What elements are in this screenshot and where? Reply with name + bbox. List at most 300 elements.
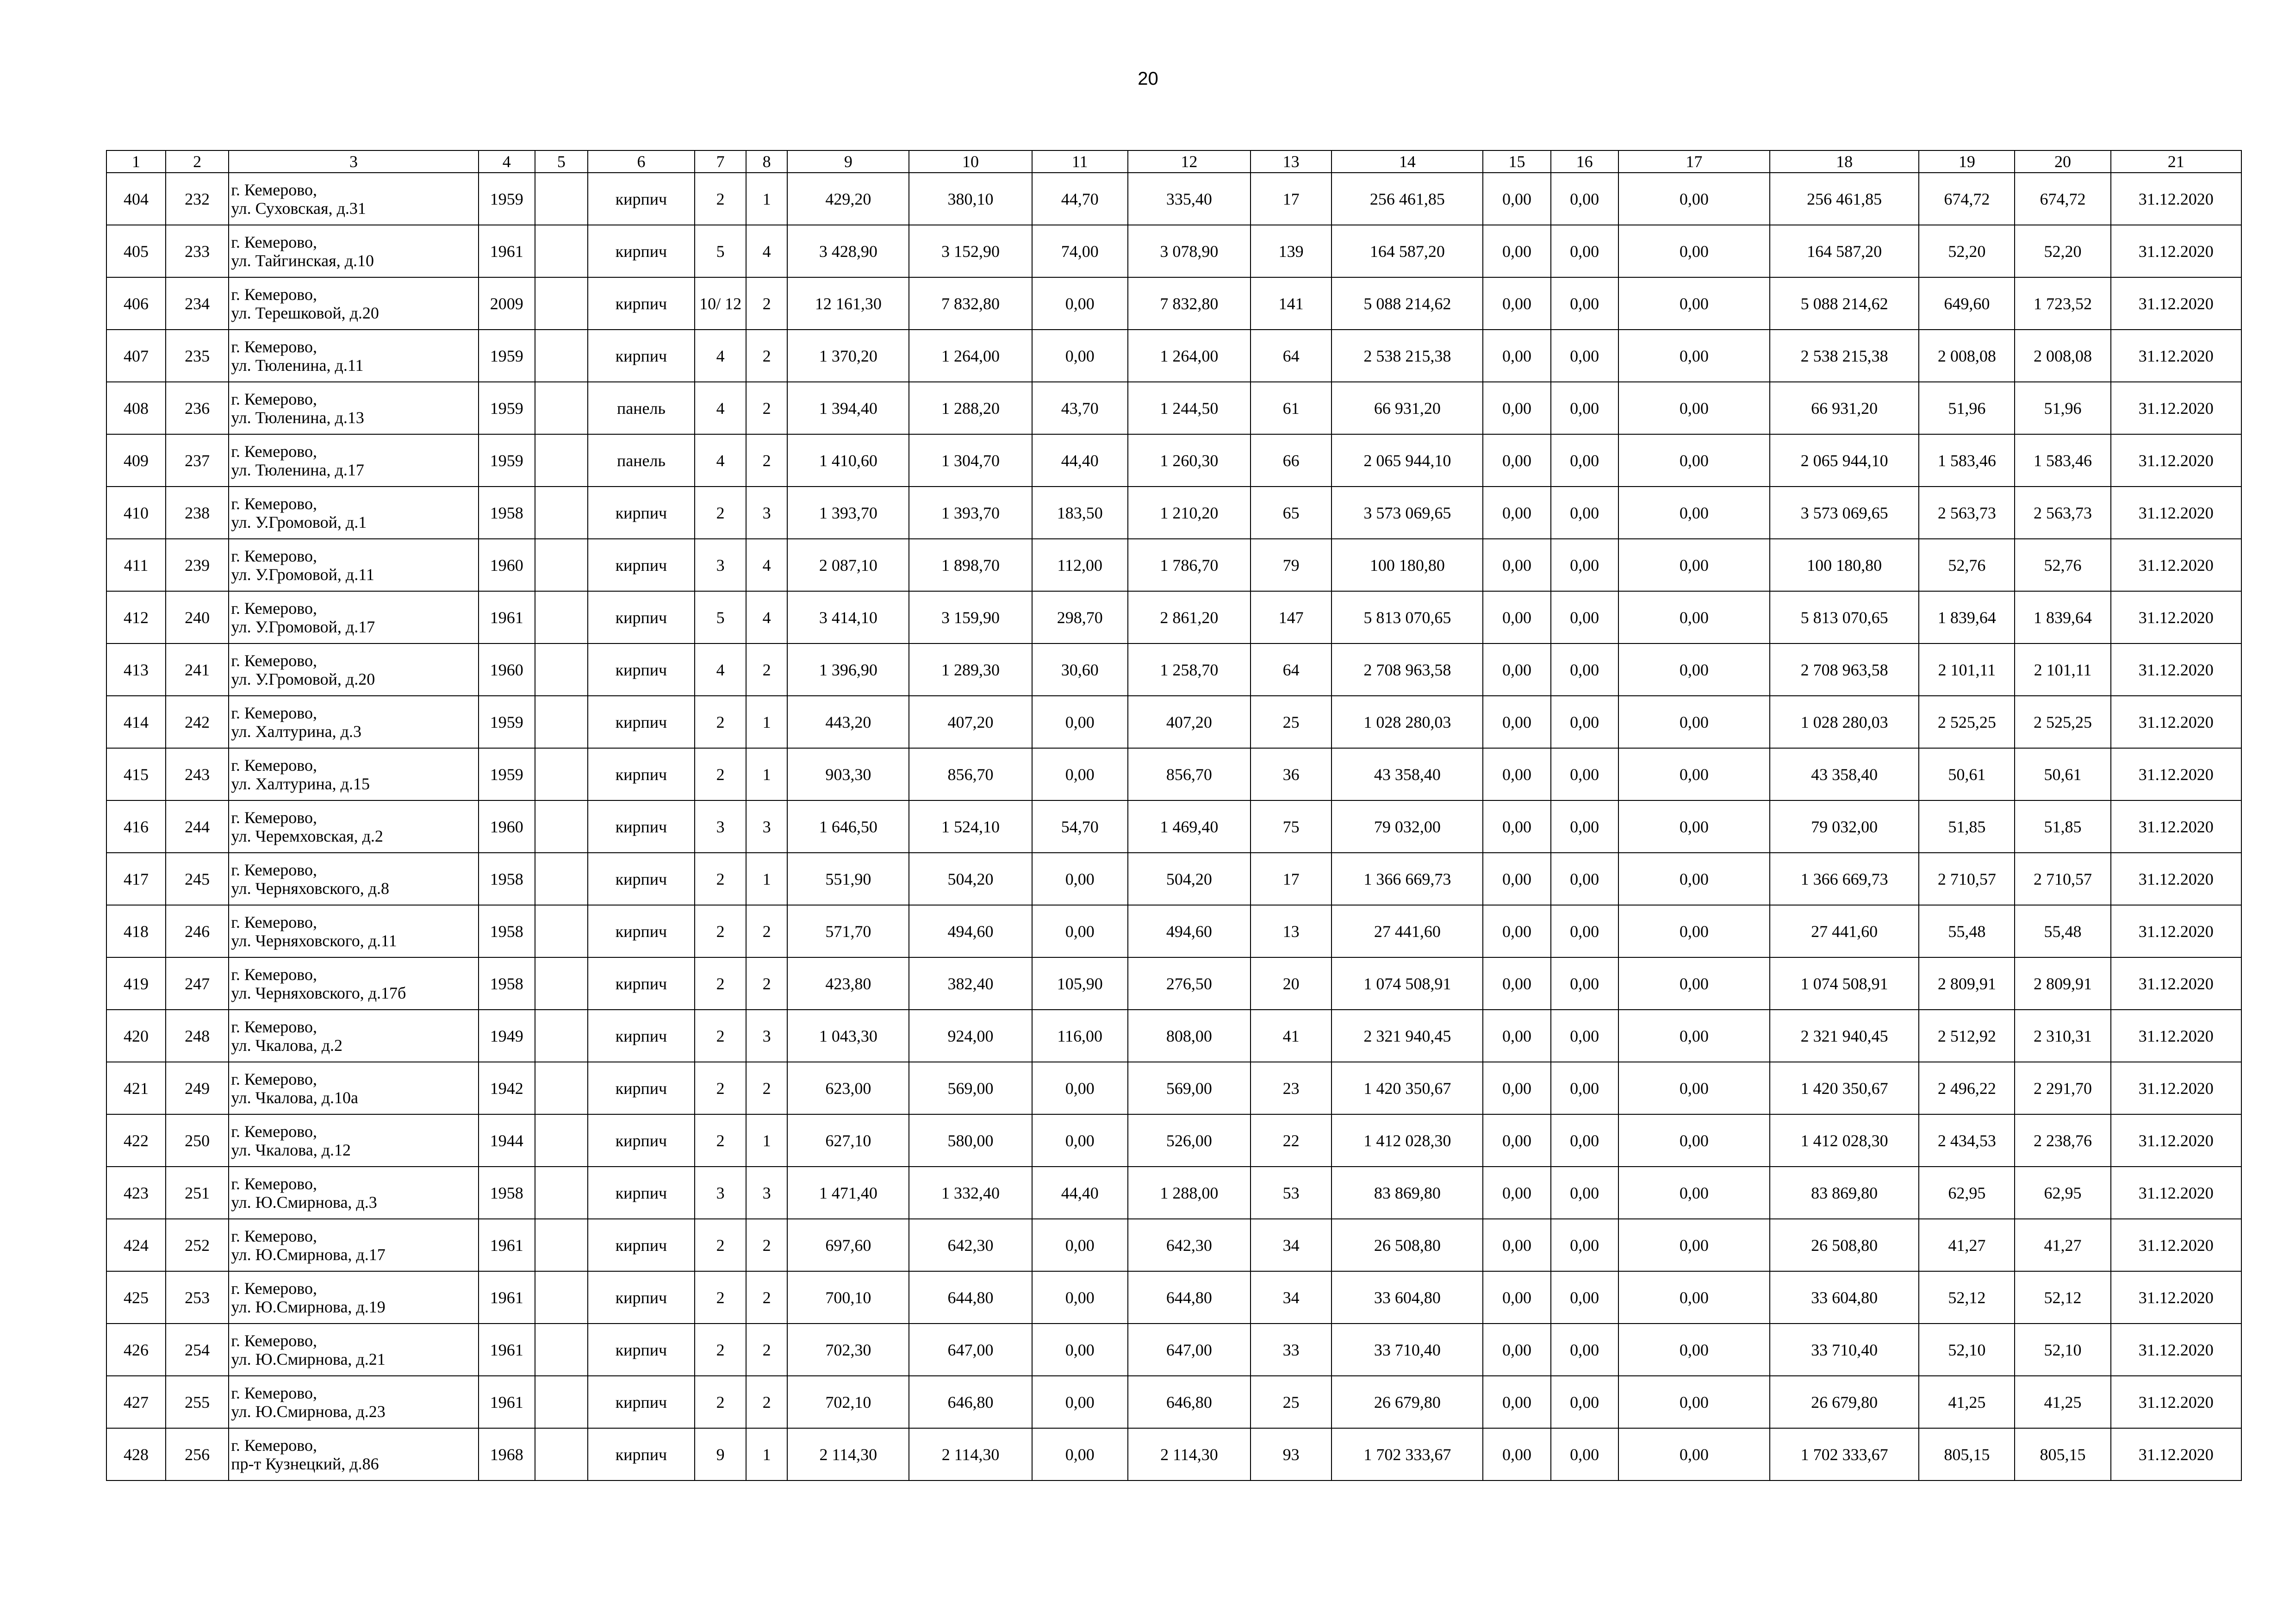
cell-col-7: 4	[695, 330, 746, 382]
cell-col-6: кирпич	[588, 1062, 695, 1114]
cell-col-17: 0,00	[1618, 225, 1770, 277]
address-cell	[229, 173, 478, 225]
cell-col-16: 0,00	[1551, 1271, 1618, 1324]
cell-col-20: 62,95	[2015, 1167, 2110, 1219]
cell-col-18: 164 587,20	[1770, 225, 1919, 277]
cell-col-6: кирпич	[588, 905, 695, 957]
cell-col-8: 1	[746, 173, 787, 225]
address-city: г. Кемерово,	[231, 232, 317, 251]
cell-col-9: 700,10	[787, 1271, 909, 1324]
cell-col-17: 0,00	[1618, 957, 1770, 1010]
cell-col-15: 0,00	[1483, 382, 1550, 434]
table-row	[106, 853, 2241, 905]
cell-col-14: 2 538 215,38	[1332, 330, 1483, 382]
cell-col-16: 0,00	[1551, 1428, 1618, 1480]
cell-col-1: 416	[106, 800, 166, 853]
cell-col-10: 647,00	[909, 1324, 1032, 1376]
cell-col-13: 41	[1251, 1010, 1332, 1062]
cell-col-12: 276,50	[1128, 957, 1251, 1010]
cell-col-6: кирпич	[588, 853, 695, 905]
cell-col-2: 254	[166, 1324, 229, 1376]
cell-col-16: 0,00	[1551, 277, 1618, 330]
cell-col-12: 1 210,20	[1128, 487, 1251, 539]
table-row	[106, 1219, 2241, 1271]
cell-col-21: 31.12.2020	[2111, 1324, 2241, 1376]
cell-col-19: 2 525,25	[1919, 696, 2015, 748]
cell-col-10: 1 264,00	[909, 330, 1032, 382]
cell-col-16: 0,00	[1551, 591, 1618, 643]
cell-col-14: 1 420 350,67	[1332, 1062, 1483, 1114]
cell-col-17: 0,00	[1618, 330, 1770, 382]
column-header-13: 13	[1251, 150, 1332, 173]
address-city: г. Кемерово,	[231, 180, 317, 199]
cell-col-13: 36	[1251, 748, 1332, 800]
cell-col-18: 26 508,80	[1770, 1219, 1919, 1271]
cell-col-9: 2 087,10	[787, 539, 909, 591]
cell-col-21: 31.12.2020	[2111, 748, 2241, 800]
cell-col-15: 0,00	[1483, 1271, 1550, 1324]
cell-col-8: 2	[746, 1324, 787, 1376]
table-row	[106, 643, 2241, 696]
cell-col-15: 0,00	[1483, 1062, 1550, 1114]
address-city: г. Кемерово,	[231, 1383, 317, 1402]
cell-col-5	[535, 643, 588, 696]
cell-col-10: 380,10	[909, 173, 1032, 225]
cell-col-17: 0,00	[1618, 1271, 1770, 1324]
cell-col-2: 237	[166, 434, 229, 487]
address-street: ул. Халтурина, д.15	[231, 774, 370, 793]
cell-col-9: 3 428,90	[787, 225, 909, 277]
cell-col-13: 93	[1251, 1428, 1332, 1480]
cell-col-2: 251	[166, 1167, 229, 1219]
cell-col-14: 5 088 214,62	[1332, 277, 1483, 330]
column-header-19: 19	[1919, 150, 2015, 173]
cell-col-19: 52,76	[1919, 539, 2015, 591]
cell-col-1: 418	[106, 905, 166, 957]
cell-col-2: 235	[166, 330, 229, 382]
cell-col-12: 1 786,70	[1128, 539, 1251, 591]
cell-col-5	[535, 1062, 588, 1114]
cell-col-7: 2	[695, 173, 746, 225]
cell-col-2: 243	[166, 748, 229, 800]
cell-col-10: 1 288,20	[909, 382, 1032, 434]
cell-col-18: 33 710,40	[1770, 1324, 1919, 1376]
cell-col-21: 31.12.2020	[2111, 277, 2241, 330]
cell-col-14: 79 032,00	[1332, 800, 1483, 853]
cell-col-13: 22	[1251, 1114, 1332, 1167]
cell-col-14: 2 065 944,10	[1332, 434, 1483, 487]
cell-col-15: 0,00	[1483, 1167, 1550, 1219]
cell-col-7: 9	[695, 1428, 746, 1480]
cell-col-12: 2 861,20	[1128, 591, 1251, 643]
cell-col-1: 405	[106, 225, 166, 277]
cell-col-19: 41,25	[1919, 1376, 2015, 1428]
cell-col-18: 83 869,80	[1770, 1167, 1919, 1219]
cell-col-21: 31.12.2020	[2111, 1219, 2241, 1271]
cell-col-19: 51,96	[1919, 382, 2015, 434]
address-street: ул. Ю.Смирнова, д.3	[231, 1193, 377, 1212]
cell-col-9: 1 370,20	[787, 330, 909, 382]
cell-col-15: 0,00	[1483, 800, 1550, 853]
cell-col-8: 2	[746, 1219, 787, 1271]
cell-col-13: 53	[1251, 1167, 1332, 1219]
cell-col-8: 3	[746, 487, 787, 539]
cell-col-7: 2	[695, 1010, 746, 1062]
cell-col-9: 623,00	[787, 1062, 909, 1114]
cell-col-13: 23	[1251, 1062, 1332, 1114]
cell-col-7: 2	[695, 1062, 746, 1114]
cell-col-21: 31.12.2020	[2111, 800, 2241, 853]
cell-col-7: 5	[695, 225, 746, 277]
cell-col-8: 4	[746, 225, 787, 277]
cell-col-14: 2 321 940,45	[1332, 1010, 1483, 1062]
cell-col-4: 1959	[479, 434, 535, 487]
cell-col-15: 0,00	[1483, 1010, 1550, 1062]
cell-col-18: 1 366 669,73	[1770, 853, 1919, 905]
cell-col-19: 805,15	[1919, 1428, 2015, 1480]
cell-col-13: 65	[1251, 487, 1332, 539]
cell-col-19: 649,60	[1919, 277, 2015, 330]
address-street: ул. Чкалова, д.10а	[231, 1088, 358, 1107]
cell-col-19: 1 839,64	[1919, 591, 2015, 643]
cell-col-20: 55,48	[2015, 905, 2110, 957]
cell-col-4: 1960	[479, 539, 535, 591]
cell-col-17: 0,00	[1618, 1324, 1770, 1376]
cell-col-13: 34	[1251, 1219, 1332, 1271]
address-city: г. Кемерово,	[231, 546, 317, 565]
address-cell	[229, 591, 478, 643]
address-street: ул. Черняховского, д.8	[231, 879, 390, 898]
cell-col-4: 1960	[479, 800, 535, 853]
column-header-3: 3	[229, 150, 478, 173]
cell-col-11: 44,70	[1032, 173, 1128, 225]
cell-col-1: 419	[106, 957, 166, 1010]
table-row	[106, 539, 2241, 591]
cell-col-18: 256 461,85	[1770, 173, 1919, 225]
column-header-21: 21	[2111, 150, 2241, 173]
cell-col-9: 903,30	[787, 748, 909, 800]
cell-col-5	[535, 330, 588, 382]
cell-col-1: 423	[106, 1167, 166, 1219]
cell-col-10: 407,20	[909, 696, 1032, 748]
cell-col-16: 0,00	[1551, 434, 1618, 487]
cell-col-20: 2 563,73	[2015, 487, 2110, 539]
cell-col-18: 2 538 215,38	[1770, 330, 1919, 382]
cell-col-6: кирпич	[588, 643, 695, 696]
address-cell	[229, 1114, 478, 1167]
address-street: ул. Черемховская, д.2	[231, 826, 383, 845]
table-row	[106, 1324, 2241, 1376]
cell-col-21: 31.12.2020	[2111, 957, 2241, 1010]
cell-col-17: 0,00	[1618, 905, 1770, 957]
cell-col-12: 646,80	[1128, 1376, 1251, 1428]
cell-col-20: 2 809,91	[2015, 957, 2110, 1010]
table-row	[106, 696, 2241, 748]
cell-col-6: кирпич	[588, 1376, 695, 1428]
cell-col-1: 414	[106, 696, 166, 748]
cell-col-6: кирпич	[588, 225, 695, 277]
address-city: г. Кемерово,	[231, 703, 317, 722]
address-cell	[229, 1376, 478, 1428]
cell-col-5	[535, 382, 588, 434]
column-header-10: 10	[909, 150, 1032, 173]
cell-col-12: 1 258,70	[1128, 643, 1251, 696]
cell-col-8: 1	[746, 1428, 787, 1480]
table-row	[106, 1010, 2241, 1062]
cell-col-21: 31.12.2020	[2111, 330, 2241, 382]
cell-col-16: 0,00	[1551, 1114, 1618, 1167]
cell-col-6: кирпич	[588, 487, 695, 539]
cell-col-19: 41,27	[1919, 1219, 2015, 1271]
cell-col-7: 2	[695, 487, 746, 539]
cell-col-14: 33 710,40	[1332, 1324, 1483, 1376]
cell-col-21: 31.12.2020	[2111, 853, 2241, 905]
table-row	[106, 277, 2241, 330]
address-street: ул. Ю.Смирнова, д.19	[231, 1297, 386, 1316]
column-header-2: 2	[166, 150, 229, 173]
cell-col-8: 1	[746, 1114, 787, 1167]
cell-col-18: 5 813 070,65	[1770, 591, 1919, 643]
cell-col-9: 429,20	[787, 173, 909, 225]
cell-col-5	[535, 1010, 588, 1062]
cell-col-6: кирпич	[588, 1324, 695, 1376]
cell-col-9: 627,10	[787, 1114, 909, 1167]
cell-col-7: 10/ 12	[695, 277, 746, 330]
cell-col-4: 1958	[479, 905, 535, 957]
cell-col-7: 3	[695, 800, 746, 853]
address-street: ул. Черняховского, д.17б	[231, 983, 406, 1002]
address-street: ул. Тюленина, д.17	[231, 460, 364, 479]
cell-col-17: 0,00	[1618, 1376, 1770, 1428]
table-row	[106, 330, 2241, 382]
cell-col-1: 427	[106, 1376, 166, 1428]
cell-col-18: 100 180,80	[1770, 539, 1919, 591]
cell-col-10: 644,80	[909, 1271, 1032, 1324]
cell-col-15: 0,00	[1483, 957, 1550, 1010]
cell-col-15: 0,00	[1483, 591, 1550, 643]
cell-col-11: 0,00	[1032, 277, 1128, 330]
cell-col-11: 0,00	[1032, 1428, 1128, 1480]
cell-col-16: 0,00	[1551, 800, 1618, 853]
cell-col-19: 2 434,53	[1919, 1114, 2015, 1167]
cell-col-19: 2 512,92	[1919, 1010, 2015, 1062]
cell-col-17: 0,00	[1618, 539, 1770, 591]
cell-col-14: 43 358,40	[1332, 748, 1483, 800]
table-row	[106, 1271, 2241, 1324]
cell-col-17: 0,00	[1618, 643, 1770, 696]
cell-col-4: 1959	[479, 748, 535, 800]
cell-col-10: 494,60	[909, 905, 1032, 957]
address-city: г. Кемерово,	[231, 1331, 317, 1350]
cell-col-9: 702,10	[787, 1376, 909, 1428]
address-city: г. Кемерово,	[231, 442, 317, 461]
cell-col-10: 1 289,30	[909, 643, 1032, 696]
cell-col-8: 4	[746, 539, 787, 591]
cell-col-7: 4	[695, 382, 746, 434]
column-header-20: 20	[2015, 150, 2110, 173]
cell-col-12: 647,00	[1128, 1324, 1251, 1376]
cell-col-5	[535, 696, 588, 748]
cell-col-1: 413	[106, 643, 166, 696]
address-cell	[229, 905, 478, 957]
cell-col-13: 139	[1251, 225, 1332, 277]
cell-col-16: 0,00	[1551, 1219, 1618, 1271]
cell-col-6: кирпич	[588, 1428, 695, 1480]
address-cell	[229, 382, 478, 434]
cell-col-19: 51,85	[1919, 800, 2015, 853]
cell-col-16: 0,00	[1551, 643, 1618, 696]
cell-col-2: 240	[166, 591, 229, 643]
cell-col-4: 1961	[479, 1219, 535, 1271]
cell-col-1: 428	[106, 1428, 166, 1480]
cell-col-17: 0,00	[1618, 487, 1770, 539]
cell-col-21: 31.12.2020	[2111, 591, 2241, 643]
cell-col-1: 422	[106, 1114, 166, 1167]
table-row	[106, 225, 2241, 277]
cell-col-20: 2 008,08	[2015, 330, 2110, 382]
cell-col-11: 112,00	[1032, 539, 1128, 591]
cell-col-11: 0,00	[1032, 905, 1128, 957]
cell-col-11: 0,00	[1032, 1219, 1128, 1271]
cell-col-1: 425	[106, 1271, 166, 1324]
address-city: г. Кемерово,	[231, 1069, 317, 1088]
cell-col-18: 1 028 280,03	[1770, 696, 1919, 748]
column-header-11: 11	[1032, 150, 1128, 173]
cell-col-17: 0,00	[1618, 748, 1770, 800]
cell-col-11: 44,40	[1032, 1167, 1128, 1219]
cell-col-18: 2 321 940,45	[1770, 1010, 1919, 1062]
cell-col-5	[535, 487, 588, 539]
cell-col-20: 2 291,70	[2015, 1062, 2110, 1114]
cell-col-14: 5 813 070,65	[1332, 591, 1483, 643]
cell-col-10: 1 304,70	[909, 434, 1032, 487]
cell-col-1: 426	[106, 1324, 166, 1376]
cell-col-20: 2 238,76	[2015, 1114, 2110, 1167]
cell-col-2: 245	[166, 853, 229, 905]
cell-col-5	[535, 434, 588, 487]
cell-col-17: 0,00	[1618, 1010, 1770, 1062]
cell-col-17: 0,00	[1618, 1219, 1770, 1271]
cell-col-16: 0,00	[1551, 487, 1618, 539]
cell-col-17: 0,00	[1618, 1428, 1770, 1480]
cell-col-21: 31.12.2020	[2111, 643, 2241, 696]
address-street: ул. Чкалова, д.12	[231, 1140, 351, 1159]
cell-col-6: кирпич	[588, 1167, 695, 1219]
cell-col-13: 66	[1251, 434, 1332, 487]
cell-col-2: 252	[166, 1219, 229, 1271]
cell-col-4: 1958	[479, 853, 535, 905]
address-city: г. Кемерово,	[231, 494, 317, 513]
cell-col-9: 551,90	[787, 853, 909, 905]
column-header-7: 7	[695, 150, 746, 173]
cell-col-12: 7 832,80	[1128, 277, 1251, 330]
cell-col-14: 3 573 069,65	[1332, 487, 1483, 539]
cell-col-5	[535, 539, 588, 591]
cell-col-14: 1 366 669,73	[1332, 853, 1483, 905]
address-city: г. Кемерово,	[231, 389, 317, 408]
cell-col-15: 0,00	[1483, 905, 1550, 957]
cell-col-15: 0,00	[1483, 1114, 1550, 1167]
cell-col-14: 26 679,80	[1332, 1376, 1483, 1428]
column-header-17: 17	[1618, 150, 1770, 173]
address-city: г. Кемерово,	[231, 860, 317, 879]
address-city: г. Кемерово,	[231, 756, 317, 775]
cell-col-9: 443,20	[787, 696, 909, 748]
cell-col-2: 253	[166, 1271, 229, 1324]
address-city: г. Кемерово,	[231, 1017, 317, 1036]
address-city: г. Кемерово,	[231, 808, 317, 827]
cell-col-8: 2	[746, 1271, 787, 1324]
address-city: г. Кемерово,	[231, 1174, 317, 1193]
cell-col-15: 0,00	[1483, 539, 1550, 591]
address-street: ул. Ю.Смирнова, д.17	[231, 1245, 386, 1264]
cell-col-6: кирпич	[588, 957, 695, 1010]
cell-col-4: 1961	[479, 591, 535, 643]
cell-col-21: 31.12.2020	[2111, 382, 2241, 434]
address-street: пр-т Кузнецкий, д.86	[231, 1454, 379, 1473]
cell-col-10: 2 114,30	[909, 1428, 1032, 1480]
cell-col-20: 52,10	[2015, 1324, 2110, 1376]
address-city: г. Кемерово,	[231, 651, 317, 670]
cell-col-4: 1959	[479, 173, 535, 225]
cell-col-7: 4	[695, 434, 746, 487]
cell-col-7: 5	[695, 591, 746, 643]
cell-col-14: 2 708 963,58	[1332, 643, 1483, 696]
cell-col-15: 0,00	[1483, 330, 1550, 382]
cell-col-10: 382,40	[909, 957, 1032, 1010]
cell-col-12: 856,70	[1128, 748, 1251, 800]
address-city: г. Кемерово,	[231, 1122, 317, 1141]
cell-col-17: 0,00	[1618, 853, 1770, 905]
cell-col-1: 406	[106, 277, 166, 330]
cell-col-18: 1 420 350,67	[1770, 1062, 1919, 1114]
cell-col-10: 642,30	[909, 1219, 1032, 1271]
cell-col-9: 1 646,50	[787, 800, 909, 853]
cell-col-11: 0,00	[1032, 853, 1128, 905]
address-street: ул. Чкалова, д.2	[231, 1036, 343, 1055]
cell-col-7: 2	[695, 853, 746, 905]
cell-col-4: 2009	[479, 277, 535, 330]
cell-col-8: 2	[746, 905, 787, 957]
cell-col-21: 31.12.2020	[2111, 1376, 2241, 1428]
cell-col-11: 0,00	[1032, 696, 1128, 748]
cell-col-16: 0,00	[1551, 1010, 1618, 1062]
cell-col-1: 411	[106, 539, 166, 591]
cell-col-9: 1 410,60	[787, 434, 909, 487]
address-cell	[229, 696, 478, 748]
cell-col-21: 31.12.2020	[2111, 225, 2241, 277]
cell-col-16: 0,00	[1551, 905, 1618, 957]
cell-col-15: 0,00	[1483, 853, 1550, 905]
cell-col-16: 0,00	[1551, 225, 1618, 277]
cell-col-6: кирпич	[588, 591, 695, 643]
cell-col-19: 1 583,46	[1919, 434, 2015, 487]
cell-col-10: 1 393,70	[909, 487, 1032, 539]
address-cell	[229, 853, 478, 905]
cell-col-11: 0,00	[1032, 1376, 1128, 1428]
cell-col-10: 3 152,90	[909, 225, 1032, 277]
cell-col-20: 51,96	[2015, 382, 2110, 434]
cell-col-19: 2 563,73	[1919, 487, 2015, 539]
cell-col-10: 504,20	[909, 853, 1032, 905]
cell-col-6: кирпич	[588, 173, 695, 225]
cell-col-8: 1	[746, 696, 787, 748]
cell-col-15: 0,00	[1483, 643, 1550, 696]
cell-col-21: 31.12.2020	[2111, 539, 2241, 591]
cell-col-16: 0,00	[1551, 1324, 1618, 1376]
cell-col-8: 3	[746, 1010, 787, 1062]
cell-col-12: 642,30	[1128, 1219, 1251, 1271]
